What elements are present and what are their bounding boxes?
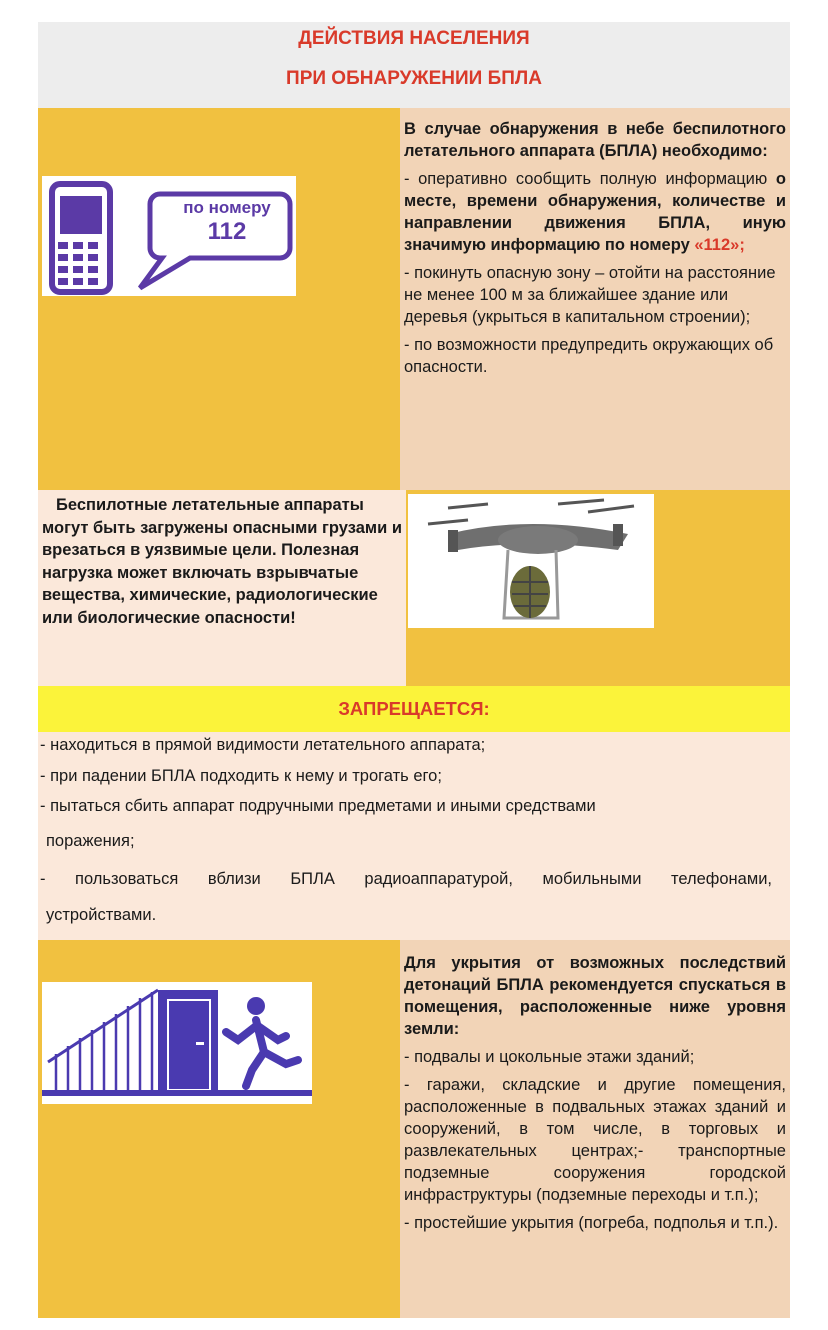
section4-item1: - подвалы и цокольные этажи зданий;: [404, 1048, 695, 1066]
section2-warning-panel: [38, 490, 406, 686]
section1-item3: - по возможности предупредить окружающих об опасности.: [404, 336, 774, 376]
forbidden-item-1: - находиться в прямой видимости летательного аппарата;: [40, 736, 486, 754]
section4-item2: - гаражи, складские и другие помещения, расположенные в подвальных этажах зданий и сооружений, в том числе, в торговых и развлекательных центрах;- транспортные подземные сооружения городской инфраструктуры (подземные переходы и т.п.);: [404, 1076, 786, 1204]
forbidden-list-panel: [38, 732, 790, 940]
page-title-line-1: ДЕЙСТВИЯ НАСЕЛЕНИЯ: [298, 28, 530, 49]
drone-image: [408, 494, 654, 628]
bubble-text-112: 112: [207, 218, 247, 245]
title-banner: [38, 22, 790, 108]
forbidden-item-3: - пытаться сбить аппарат подручными предметами и иными средствами: [40, 797, 596, 815]
section1-text-panel: [400, 108, 790, 490]
section1-image-panel: [38, 108, 400, 490]
shelter-stairs-image: [42, 982, 312, 1104]
forbidden-item-4: - пользоваться вблизи БПЛА радиоаппаратурой, мобильными телефонами,: [40, 870, 772, 888]
forbidden-item-4-continued: устройствами.: [46, 906, 157, 924]
phone-112-image: [42, 176, 296, 296]
drone-with-grenade-icon: [408, 494, 654, 628]
bubble-text-line1: по номеру: [183, 198, 271, 217]
stairs-exit-icon: [42, 982, 312, 1104]
section4-image-panel: [38, 940, 400, 1318]
section4-item3: - простейшие укрытия (погреба, подполья и т.п.).: [404, 1214, 779, 1232]
section4-text-panel: [400, 940, 790, 1318]
page-title-line-2: ПРИ ОБНАРУЖЕНИИ БПЛА: [286, 68, 542, 89]
forbidden-item-3-continued: поражения;: [46, 832, 135, 850]
forbidden-heading: ЗАПРЕЩАЕТСЯ:: [338, 698, 490, 719]
section1-item1: [404, 168, 786, 256]
section1-item1-prefix: - оперативно сообщить полную информацию: [404, 170, 776, 188]
forbidden-banner: [38, 686, 790, 732]
section1-item1-bold: о месте, времени обнаружения, количестве и направлении движения БПЛА, иную значимую информацию по номеру: [404, 170, 786, 254]
forbidden-list: [40, 732, 788, 940]
section1-item1-number: «112»;: [694, 236, 745, 254]
section1-intro: В случае обнаружения в небе беспилотного летательного аппарата (БПЛА) необходимо:: [404, 120, 786, 160]
section2-image-panel: [406, 490, 790, 686]
section4-intro: Для укрытия от возможных последствий детонаций БПЛА рекомендуется спускаться в помещения, расположенные ниже уровня земли:: [404, 954, 786, 1038]
forbidden-item-2: - при падении БПЛА подходить к нему и трогать его;: [40, 767, 442, 785]
section2-warning-text: Беспилотные летательные аппараты могут быть загружены опасными грузами и врезаться в уязвимые цели. Полезная нагрузка может включать взрывчатые вещества, химические, радиологические или биологические опасности!: [42, 496, 402, 627]
section1-item2: - покинуть опасную зону – отойти на расстояние не менее 100 м за ближайшее здание или деревья (укрыться в капитальном строении);: [404, 264, 776, 326]
